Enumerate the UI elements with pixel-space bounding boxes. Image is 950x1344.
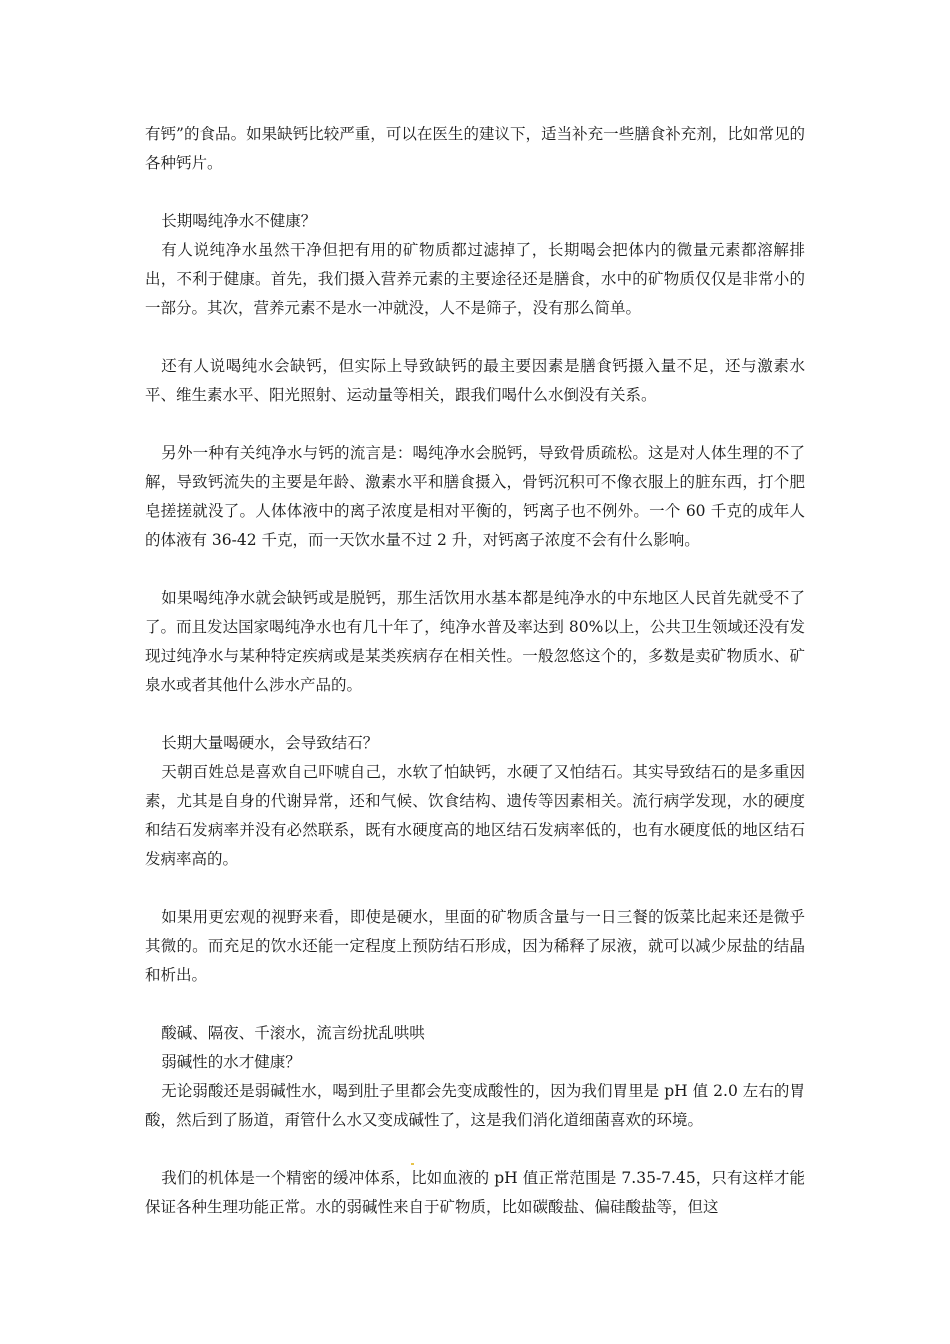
paragraph: 如果用更宏观的视野来看，即使是硬水，里面的矿物质含量与一日三餐的饭菜比起来还是微乎其微的。而充足的饮水还能一定程度上预防结石形成，因为稀释了尿液，就可以减少尿盐的结晶和析出。 [145,908,805,984]
paragraph: 无论弱酸还是弱碱性水，喝到肚子里都会先变成酸性的，因为我们胃里是 pH 值 2.0 左右的胃酸，然后到了肠道，甭管什么水又变成碱性了，这是我们消化道细菌喜欢的环境。 [145,1082,805,1129]
paragraph: 有钙”的食品。如果缺钙比较严重，可以在医生的建议下，适当补充一些膳食补充剂，比如常见的各种钙片。 [145,125,805,172]
paragraph: 还有人说喝纯水会缺钙，但实际上导致缺钙的最主要因素是膳食钙摄入量不足，还与激素水平、维生素水平、阳光照射、运动量等相关，跟我们喝什么水倒没有关系。 [145,357,805,404]
paragraph: 有人说纯净水虽然干净但把有用的矿物质都过滤掉了，长期喝会把体内的微量元素都溶解排出，不利于健康。首先，我们摄入营养元素的主要途径还是膳食，水中的矿物质仅仅是非常小的一部分。其次，营养元素不是水一冲就没，人不是筛子，没有那么简单。 [145,241,805,317]
article-body [145,120,805,1222]
decorative-mark [411,1163,414,1165]
paragraph: 我们的机体是一个精密的缓冲体系，比如血液的 pH 值正常范围是 7.35-7.45，只有这样才能保证各种生理功能正常。水的弱碱性来自于矿物质，比如碳酸盐、偏硅酸盐等，但这 [145,1169,805,1216]
paragraph: 另外一种有关纯净水与钙的流言是：喝纯净水会脱钙，导致骨质疏松。这是对人体生理的不了解，导致钙流失的主要是年龄、激素水平和膳食摄入，骨钙沉积可不像衣服上的脏东西，打个肥皂搓搓就没了。人体体液中的离子浓度是相对平衡的，钙离子也不例外。一个 60 千克的成年人的体液有 36-42 千克，而一天饮水量不过 2 升，对钙离子浓度不会有什么影响。 [145,444,805,549]
section-heading: 酸碱、隔夜、千滚水，流言纷扰乱哄哄 [161,1024,425,1042]
paragraph: 天朝百姓总是喜欢自己吓唬自己，水软了怕缺钙，水硬了又怕结石。其实导致结石的是多重因素，尤其是自身的代谢异常，还和气候、饮食结构、遗传等因素相关。流行病学发现，水的硬度和结石发病率并没有必然联系，既有水硬度高的地区结石发病率低的，也有水硬度低的地区结石发病率高的。 [145,763,805,868]
section-heading: 长期大量喝硬水，会导致结石？ [161,734,379,752]
section-heading: 长期喝纯净水不健康？ [161,212,317,230]
paragraph: 如果喝纯净水就会缺钙或是脱钙，那生活饮用水基本都是纯净水的中东地区人民首先就受不了了。而且发达国家喝纯净水也有几十年了，纯净水普及率达到 80%以上，公共卫生领域还没有发现过纯净水与某种特定疾病或是某类疾病存在相关性。一般忽悠这个的，多数是卖矿物质水、矿泉水或者其他什么涉水产品的。 [145,589,805,694]
section-heading: 弱碱性的水才健康？ [161,1053,301,1071]
